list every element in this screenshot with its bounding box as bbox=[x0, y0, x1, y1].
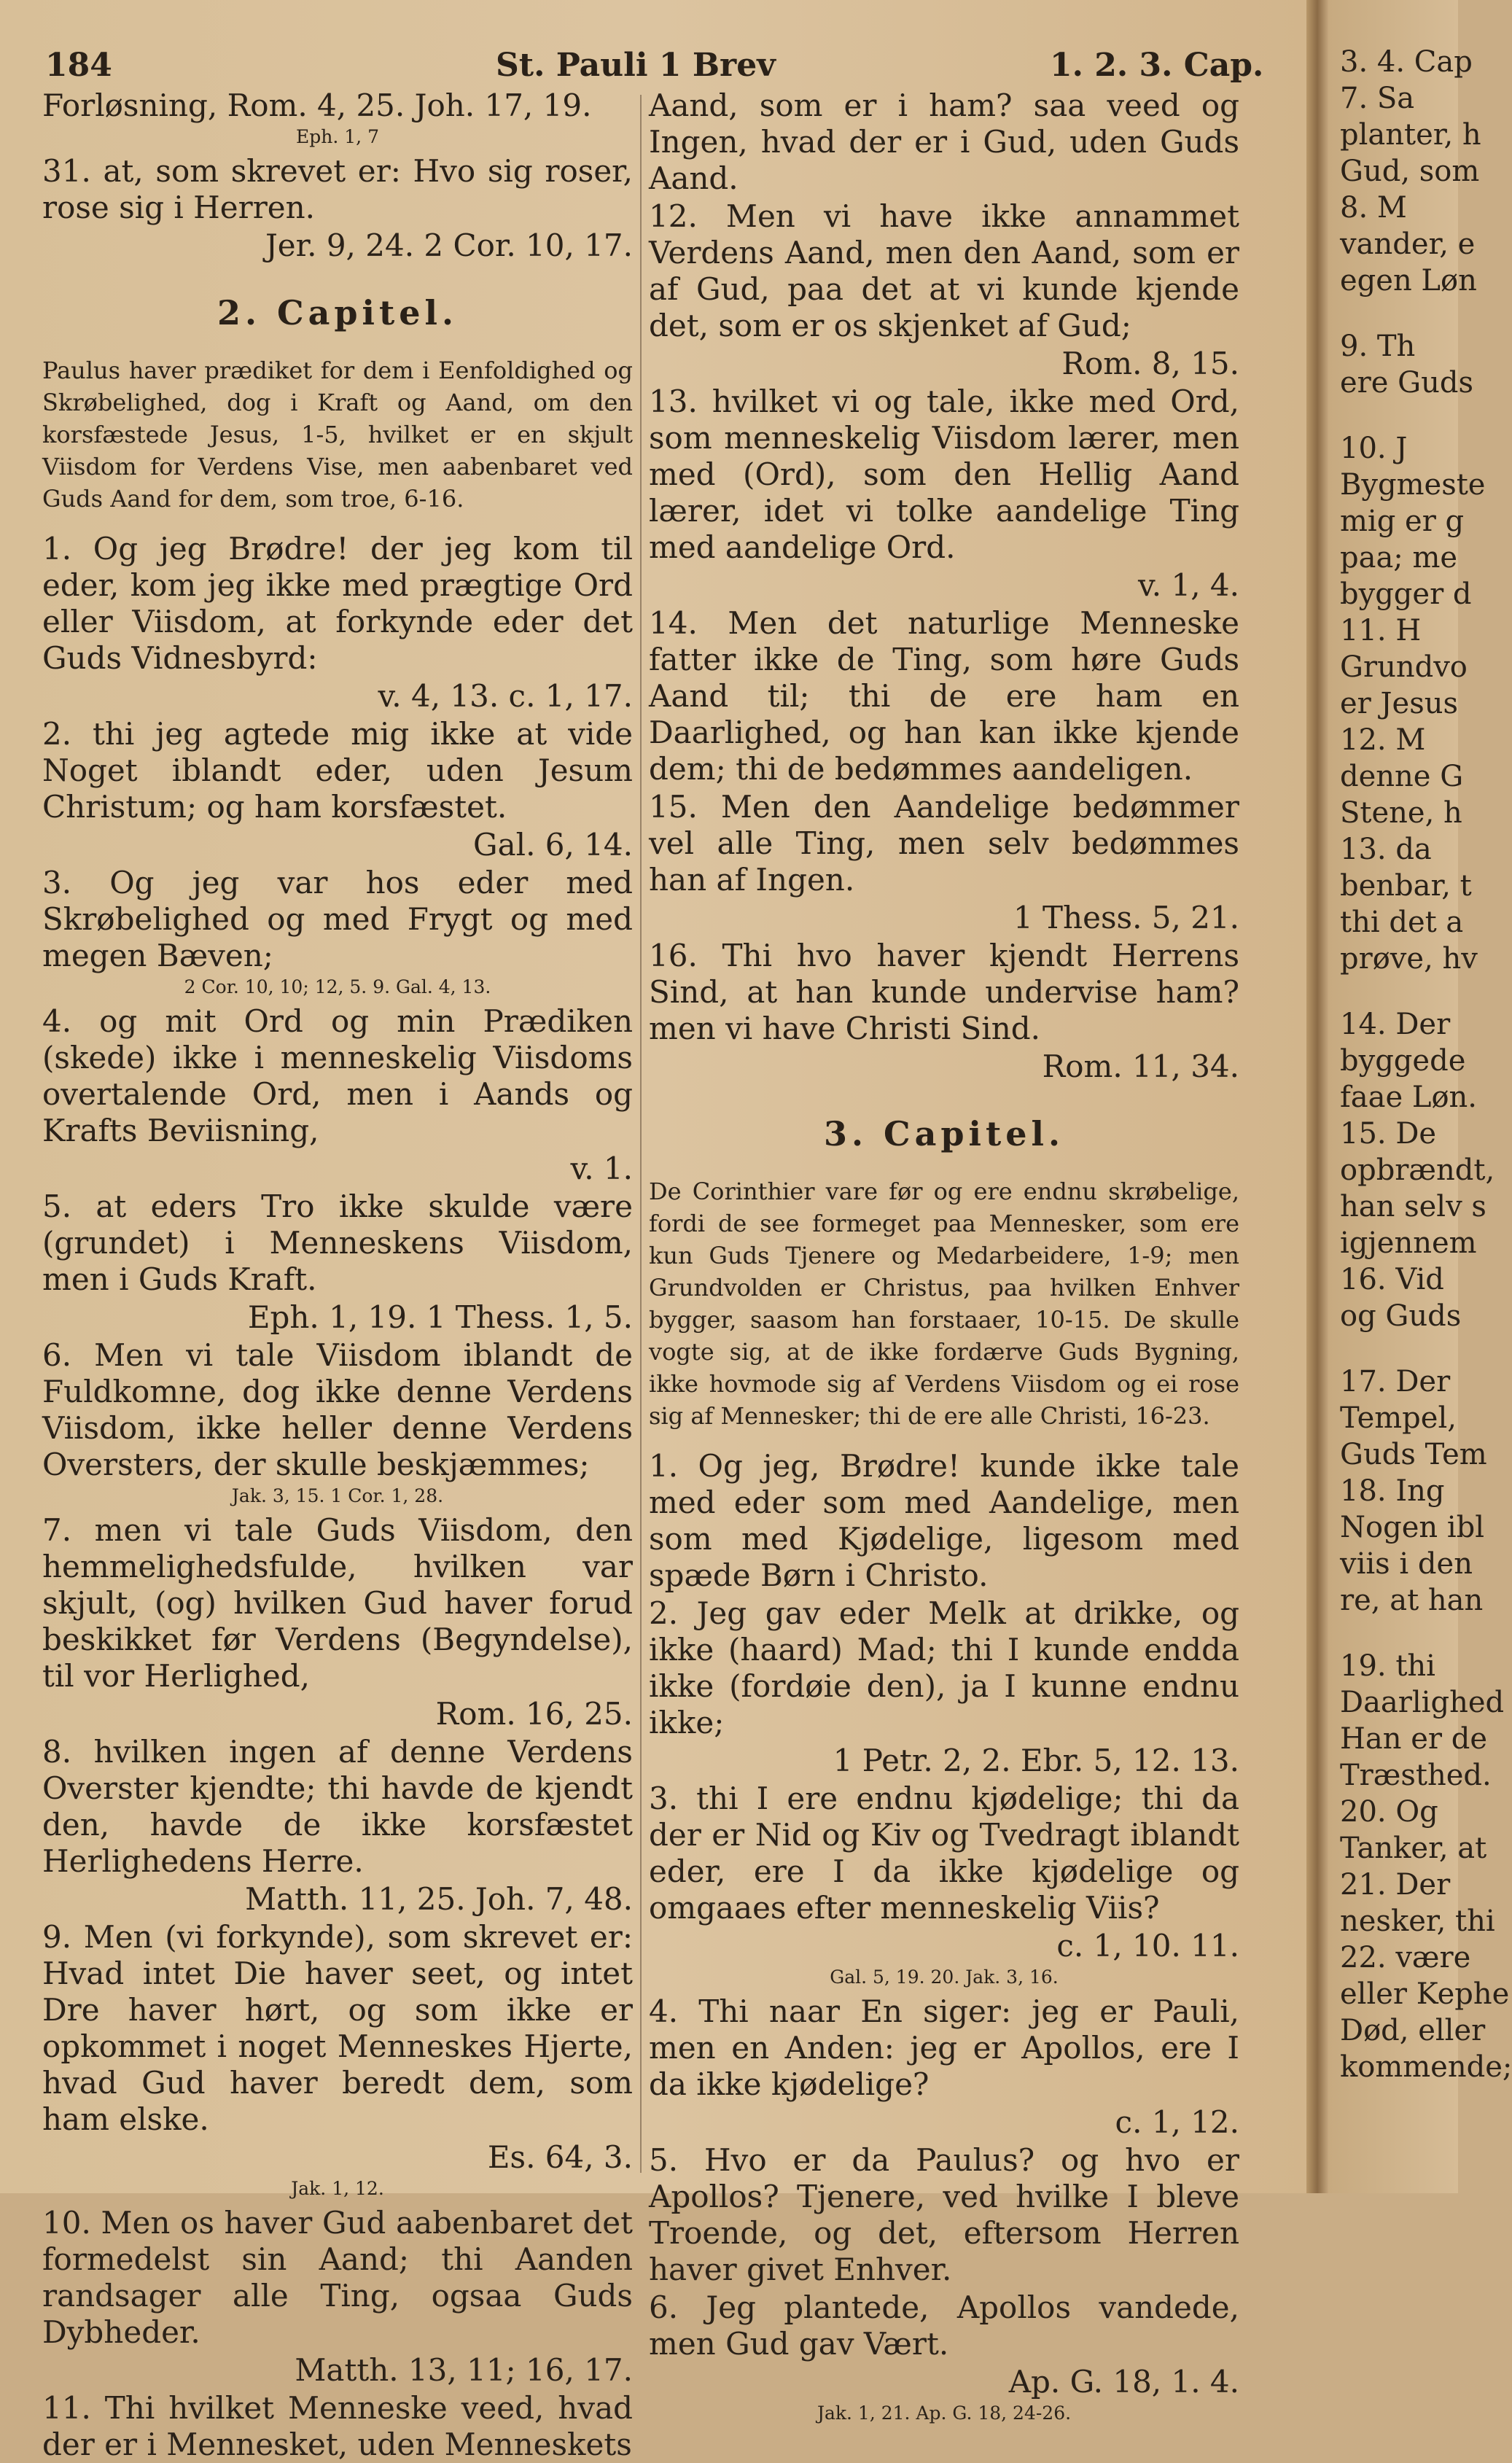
next-page-line: eller Kephe bbox=[1340, 1977, 1510, 2011]
chapter-2-summary: Paulus haver prædiket for dem i Eenfoldighed og Skrøbelighed, dog i Kraft og Aand, om den korsfæstede Jesus, 1-5, hvilket er en skjult Viisdom for Verdens Vise, men aabenbaret ved Guds Aand for dem, som troe, 6-16. bbox=[42, 357, 633, 513]
next-page-line: 21. Der bbox=[1340, 1868, 1451, 1902]
next-page-line: byggede bbox=[1340, 1044, 1466, 1078]
chapter-3-verse-1: 1. Og jeg, Brødre! kunde ikke tale med eder som med Aandelige, men som med Kjødelige, ligesom med spæde Børn i Christo. bbox=[649, 1448, 1239, 1593]
chapter-3-verse-2: 2. Jeg gav eder Melk at drikke, og ikke (haard) Mad; thi I kunde endda ikke (fordøie den), ja I kunne endnu ikke; bbox=[649, 1595, 1239, 1740]
chapter-reference: 1. 2. 3. Cap. bbox=[1050, 47, 1264, 84]
next-page-line: Guds Tem bbox=[1340, 1438, 1487, 1471]
right-column bbox=[649, 87, 1239, 2424]
next-page-line: nesker, thi bbox=[1340, 1904, 1495, 1938]
verse-8-reference: Matth. 11, 25. Joh. 7, 48. bbox=[245, 1881, 633, 1917]
next-page-line: paa; me bbox=[1340, 541, 1458, 575]
next-page-line: han selv s bbox=[1340, 1190, 1486, 1223]
chapter-3-verse-6: 6. Jeg plantede, Apollos vandede, men Gud gav Vært. bbox=[649, 2289, 1239, 2362]
next-page-line: 8. M bbox=[1340, 191, 1407, 225]
chapter-3-summary: De Corinthier vare før og ere endnu skrøbelige, fordi de see formeget paa Mennesker, som ere kun Guds Tjenere og Medarbeidere, 1-9; men Grundvolden er Christus, paa hvilken Enhver bygger, saasom han forstaaer, 10-15. De skulle vogte sig, at de ikke fordærve Guds Bygning, ikke hovmode sig af Verdens Viisdom og ei rose sig af Mennesker; thi de ere alle Christi, 16-23. bbox=[649, 1178, 1239, 1430]
verse-15-reference: 1 Thess. 5, 21. bbox=[1013, 900, 1239, 935]
chapter-2-heading: 2. Capitel. bbox=[217, 293, 459, 332]
next-page-line: 20. Og bbox=[1340, 1795, 1438, 1829]
next-page-line: 11. H bbox=[1340, 614, 1422, 647]
chapter-3-verse-3: 3. thi I ere endnu kjødelige; thi da der er Nid og Kiv og Tvedragt iblandt eder, ere I da ikke kjødelige og omgaaes efter menneskelig Viis? bbox=[649, 1781, 1239, 1926]
next-page-line: 13. da bbox=[1340, 833, 1432, 866]
verse-10-reference: Matth. 13, 11; 16, 17. bbox=[295, 2352, 633, 2388]
next-page-line: Død, eller bbox=[1340, 2014, 1486, 2047]
chapter-3-verse-4-reference: c. 1, 12. bbox=[1115, 2104, 1239, 2140]
next-page-line: Træsthed. bbox=[1340, 1759, 1492, 1792]
verse-8: 8. hvilken ingen af denne Verdens Overster kjendte; thi havde de kjendt den, havde de ikke korsfæstet Herlighedens Herre. bbox=[42, 1734, 633, 1879]
next-page-line: 9. Th bbox=[1340, 330, 1416, 363]
next-page-line: igjennem bbox=[1340, 1226, 1477, 1260]
next-page-line: thi det a bbox=[1340, 906, 1464, 939]
next-page-line: bygger d bbox=[1340, 577, 1472, 611]
chapter-3-verse-4: 4. Thi naar En siger: jeg er Pauli, men en Anden: jeg er Apollos, ere I da ikke kjødelige? bbox=[649, 1993, 1239, 2102]
verse-7-reference: Rom. 16, 25. bbox=[435, 1696, 633, 1732]
verse-6: 6. Men vi tale Viisdom iblandt de Fuldkomne, dog ikke denne Verdens Viisdom, ikke heller denne Verdens Oversters, der skulle beskjæmmes; bbox=[42, 1337, 633, 1482]
verse-6-note: Jak. 3, 15. 1 Cor. 1, 28. bbox=[231, 1485, 444, 1506]
next-page-line: faae Løn. bbox=[1340, 1081, 1478, 1114]
verse-12-reference: Rom. 8, 15. bbox=[1061, 346, 1239, 381]
verse-2-reference: Gal. 6, 14. bbox=[473, 827, 633, 863]
left-column bbox=[42, 87, 633, 2462]
verse-13-reference: v. 1, 4. bbox=[1138, 567, 1239, 603]
next-page-line: Gud, som bbox=[1340, 155, 1480, 188]
next-page-line: egen Løn bbox=[1340, 264, 1477, 297]
verse-14: 14. Men det naturlige Menneske fatter ikke de Ting, som høre Guds Aand til; thi de ere ham en Daarlighed, og han kan ikke kjende dem; thi de bedømmes aandeligen. bbox=[649, 605, 1239, 787]
top-line: Forløsning, Rom. 4, 25. Joh. 17, 19. bbox=[42, 87, 592, 123]
next-page-line: 3. 4. Cap bbox=[1340, 45, 1473, 79]
verse-10: 10. Men os haver Gud aabenbaret det formedelst sin Aand; thi Aanden randsager alle Ting, ogsaa Guds Dybheder. bbox=[42, 2205, 633, 2350]
next-page-line: Grundvo bbox=[1340, 650, 1468, 684]
next-page-line: 22. være bbox=[1340, 1941, 1471, 1974]
next-page-line: er Jesus bbox=[1340, 687, 1459, 720]
page-title: St. Pauli 1 Brev bbox=[496, 47, 776, 84]
chapter-3-verse-3-reference: c. 1, 10. 11. bbox=[1056, 1928, 1239, 1964]
verse-12: 12. Men vi have ikke annammet Verdens Aand, men den Aand, som er af Gud, paa det at vi kunde kjende det, som er os skjenket af Gud; bbox=[649, 198, 1239, 343]
verse-3-note: 2 Cor. 10, 10; 12, 5. 9. Gal. 4, 13. bbox=[184, 976, 491, 997]
chapter-3-verse-6-reference: Ap. G. 18, 1. 4. bbox=[1008, 2364, 1239, 2400]
chapter-3-verse-6-note: Jak. 1, 21. Ap. G. 18, 24-26. bbox=[817, 2402, 1072, 2424]
verse-4: 4. og mit Ord og min Prædiken (skede) ikke i menneskelig Viisdoms overtalende Ord, men i Aands og Krafts Beviisning, bbox=[42, 1003, 633, 1148]
next-page-line: 16. Vid bbox=[1340, 1263, 1444, 1296]
chapter-3-verse-3-note: Gal. 5, 19. 20. Jak. 3, 16. bbox=[830, 1966, 1059, 1988]
verse-5: 5. at eders Tro ikke skulde være (grundet) i Menneskens Viisdom, men i Guds Kraft. bbox=[42, 1188, 633, 1297]
next-page-line: 15. De bbox=[1340, 1117, 1437, 1151]
next-page-line: Daarlighed bbox=[1340, 1686, 1505, 1719]
next-page-line: ere Guds bbox=[1340, 366, 1474, 400]
verse-31-reference: Jer. 9, 24. 2 Cor. 10, 17. bbox=[265, 227, 633, 263]
verse-7: 7. men vi tale Guds Viisdom, den hemmelighedsfulde, hvilken var skjult, (og) hvilken Gud haver forud beskikket før Verdens (Begyndelse), til vor Herlighed, bbox=[42, 1512, 633, 1694]
next-page-line: planter, h bbox=[1340, 118, 1481, 152]
cross-reference-note: Eph. 1, 7 bbox=[296, 126, 379, 147]
next-page-line: Tempel, bbox=[1340, 1401, 1457, 1435]
next-page-line: Tanker, at bbox=[1340, 1832, 1487, 1865]
next-page-line: denne G bbox=[1340, 760, 1464, 793]
verse-31: 31. at, som skrevet er: Hvo sig roser, rose sig i Herren. bbox=[42, 153, 633, 225]
next-page-line: og Guds bbox=[1340, 1299, 1462, 1333]
next-page-line: re, at han bbox=[1340, 1584, 1484, 1617]
next-page-line: mig er g bbox=[1340, 505, 1465, 538]
verse-16-reference: Rom. 11, 34. bbox=[1042, 1048, 1239, 1084]
verse-5-reference: Eph. 1, 19. 1 Thess. 1, 5. bbox=[247, 1299, 633, 1335]
verse-15: 15. Men den Aandelige bedømmer vel alle Ting, men selv bedømmes han af Ingen. bbox=[649, 789, 1239, 898]
next-page-line: 10. J bbox=[1340, 432, 1408, 465]
chapter-3-heading: 3. Capitel. bbox=[823, 1114, 1065, 1153]
next-page-line: 19. thi bbox=[1340, 1649, 1435, 1683]
next-page-line: 14. Der bbox=[1340, 1008, 1451, 1041]
verse-16: 16. Thi hvo haver kjendt Herrens Sind, at han kunde undervise ham? men vi have Christi Sind. bbox=[649, 938, 1239, 1046]
next-page-line: kommende; bbox=[1340, 2050, 1512, 2084]
verse-9-note: Jak. 1, 12. bbox=[291, 2178, 384, 2199]
next-page-line: 7. Sa bbox=[1340, 82, 1415, 115]
next-page-line: prøve, hv bbox=[1340, 942, 1478, 976]
verse-1: 1. Og jeg Brødre! der jeg kom til eder, kom jeg ikke med prægtige Ord eller Viisdom, at forkynde eder det Guds Vidnesbyrd: bbox=[42, 531, 633, 676]
next-page-line: Nogen ibl bbox=[1340, 1511, 1485, 1544]
next-page-line: vander, e bbox=[1340, 227, 1476, 261]
next-page-line: opbrændt, bbox=[1340, 1153, 1495, 1187]
verse-13: 13. hvilket vi og tale, ikke med Ord, som menneskelig Viisdom lærer, men med (Ord), som den Hellig Aand lærer, idet vi tolke aandelige Ting med aandelige Ord. bbox=[649, 384, 1239, 565]
next-page-edge bbox=[1328, 0, 1512, 2193]
next-page-line: 17. Der bbox=[1340, 1365, 1451, 1398]
chapter-3-verse-2-reference: 1 Petr. 2, 2. Ebr. 5, 12. 13. bbox=[833, 1743, 1239, 1778]
verse-2: 2. thi jeg agtede mig ikke at vide Noget iblandt eder, uden Jesum Christum; og ham korsfæstet. bbox=[42, 716, 633, 825]
next-page-line: Bygmeste bbox=[1340, 468, 1486, 502]
next-page-line: Stene, h bbox=[1340, 796, 1462, 830]
chapter-3-verse-5: 5. Hvo er da Paulus? og hvo er Apollos? Tjenere, ved hvilke I bleve Troende, og det, eftersom Herren haver givet Enhver. bbox=[649, 2142, 1239, 2287]
page-number: 184 bbox=[45, 47, 112, 84]
verse-3: 3. Og jeg var hos eder med Skrøbelighed og med Frygt og med megen Bæven; bbox=[42, 865, 633, 973]
next-page-line: 18. Ing bbox=[1340, 1474, 1445, 1508]
next-page-line: 12. M bbox=[1340, 723, 1426, 757]
verse-11-continued: Aand, som er i ham? saa veed og Ingen, hvad der er i Gud, uden Guds Aand. bbox=[649, 87, 1239, 196]
verse-1-reference: v. 4, 13. c. 1, 17. bbox=[378, 678, 633, 714]
column-divider bbox=[640, 95, 642, 2173]
verse-9-reference: Es. 64, 3. bbox=[487, 2139, 633, 2175]
book-gutter bbox=[1306, 0, 1328, 2193]
next-page-line: benbar, t bbox=[1340, 869, 1472, 903]
next-page-line: viis i den bbox=[1340, 1547, 1473, 1581]
next-page-line: Han er de bbox=[1340, 1722, 1487, 1756]
verse-4-reference: v. 1. bbox=[570, 1151, 633, 1186]
verse-11: 11. Thi hvilket Menneske veed, hvad der er i Mennesket, uden Menneskets bbox=[42, 2390, 633, 2462]
verse-9: 9. Men (vi forkynde), som skrevet er: Hvad intet Die haver seet, og intet Dre haver hørt, og som ikke er opkommet i noget Menneskes Hjerte, hvad Gud haver beredt dem, som ham elske. bbox=[42, 1919, 633, 2137]
